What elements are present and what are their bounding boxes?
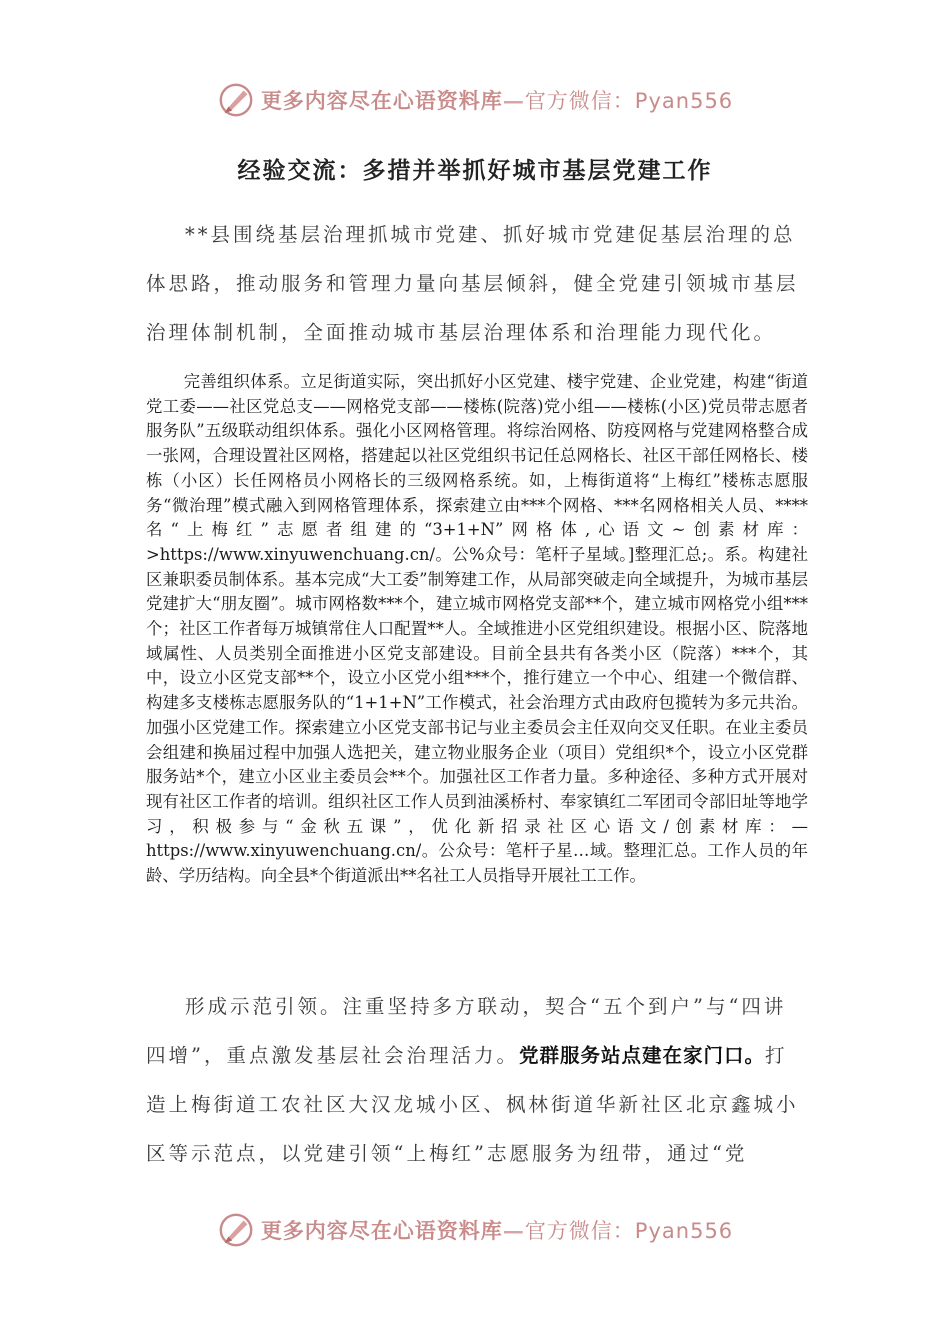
document-title: 经验交流：多措并举抓好城市基层党建工作 <box>237 157 713 184</box>
section-organization-paragraph: 完善组织体系。立足街道实际，突出抓好小区党建、楼宇党建、企业党建，构建“街道党工委——社区党总支——网格党支部——楼栋(院落)党小组——楼栋(小区)党员带志愿者服务队”五级联动组织体系。强化小区网格管理。将综治网格、防疫网格与党建网格整合成一张网，合理设置社区网格，搭建起以社区党组织书记任总网格长、社区干部任网格长、楼栋（小区）长任网格员小网格长的三级网格系统。如，上梅街道将“上梅红”楼栋志愿服务“微治理”模式融入到网格管理体系，探索建立由***个网格、***名网格相关人员、****名“上梅红”志愿者组建的“3+1+N”网格体,心语文~创素材库：>https://www.xinyuwenchuang.cn/。公%众号：笔杆子星域。]整理汇总;。系。构建社区兼职委员制体系。基本完成“大工委”制筹建工作，从局部突破走向全域提升，为城市基层党建扩大“朋友圈”。城市网格数***个，建立城市网格党支部**个，建立城市网格党小组***个；社区工作者每万城镇常住人口配置**人。全域推进小区党组织建设。根据小区、院落地域属性、人员类别全面推进小区党支部建设。目前全县共有各类小区（院落）***个，其中，设立小区党支部**个，设立小区党小组***个，推行建立一个中心、组建一个微信群、构建多支楼栋志愿服务队的“1+1+N”工作模式，社会治理方式由政府包揽转为多元共治。加强小区党建工作。探索建立小区党支部书记与业主委员会主任双向交叉任职。在业主委员会组建和换届过程中加强人选把关，建立物业服务企业（项目）党组织*个，设立小区党群服务站*个，建立小区业主委员会**个。加强社区工作者力量。多种途径、多种方式开展对现有社区工作者的培训。组织社区工作人员到油溪桥村、奉家镇红二军团司令部旧址等地学习，积极参与“金秋五课”，优化新招录社区心语文/创素材库：—https://www.xinyuwenchuang.cn/。公众号：笔杆子星…域。整理汇总。工作人员的年龄、学历结构。向全县*个街道派出**名社工人员指导开展社工工作。 <box>146 372 808 886</box>
footer-banner <box>0 1208 950 1252</box>
header-banner <box>0 78 950 122</box>
banner-site-name: 更多内容尽在心语资料库 <box>260 88 503 113</box>
pen-logo-icon <box>217 81 255 119</box>
banner-text <box>261 85 733 115</box>
intro-paragraph: **县围绕基层治理抓城市党建、抓好城市党建促基层治理的总体思路，推动服务和管理力量向基层倾斜，健全党建引领城市基层治理体制机制，全面推动城市基层治理体系和治理能力现代化。 <box>146 223 799 344</box>
banner-wechat: 官方微信：Pyan556 <box>524 1219 734 1243</box>
section2-lead-text: 形成示范引领。注重坚持多方联动，契合“五个到户”与“四讲四增”，重点激发基层社会治理活力。 <box>146 995 787 1067</box>
section2-bold-heading: 党群服务站点建在家门口。 <box>518 1044 765 1067</box>
banner-text <box>261 1215 733 1245</box>
banner-site-name: 更多内容尽在心语资料库 <box>260 1218 503 1243</box>
banner-separator: — <box>502 88 525 113</box>
section-demonstration-paragraph <box>146 982 806 1178</box>
section2-rest-text: 打造上梅街道工农社区大汉龙城小区、枫林街道华新社区北京鑫城小区等示范点，以党建引领“上梅红”志愿服务为纽带，通过“党 <box>146 1044 799 1165</box>
pen-logo-icon <box>217 1211 255 1249</box>
banner-wechat: 官方微信：Pyan556 <box>524 89 734 113</box>
banner-separator: — <box>502 1218 525 1243</box>
